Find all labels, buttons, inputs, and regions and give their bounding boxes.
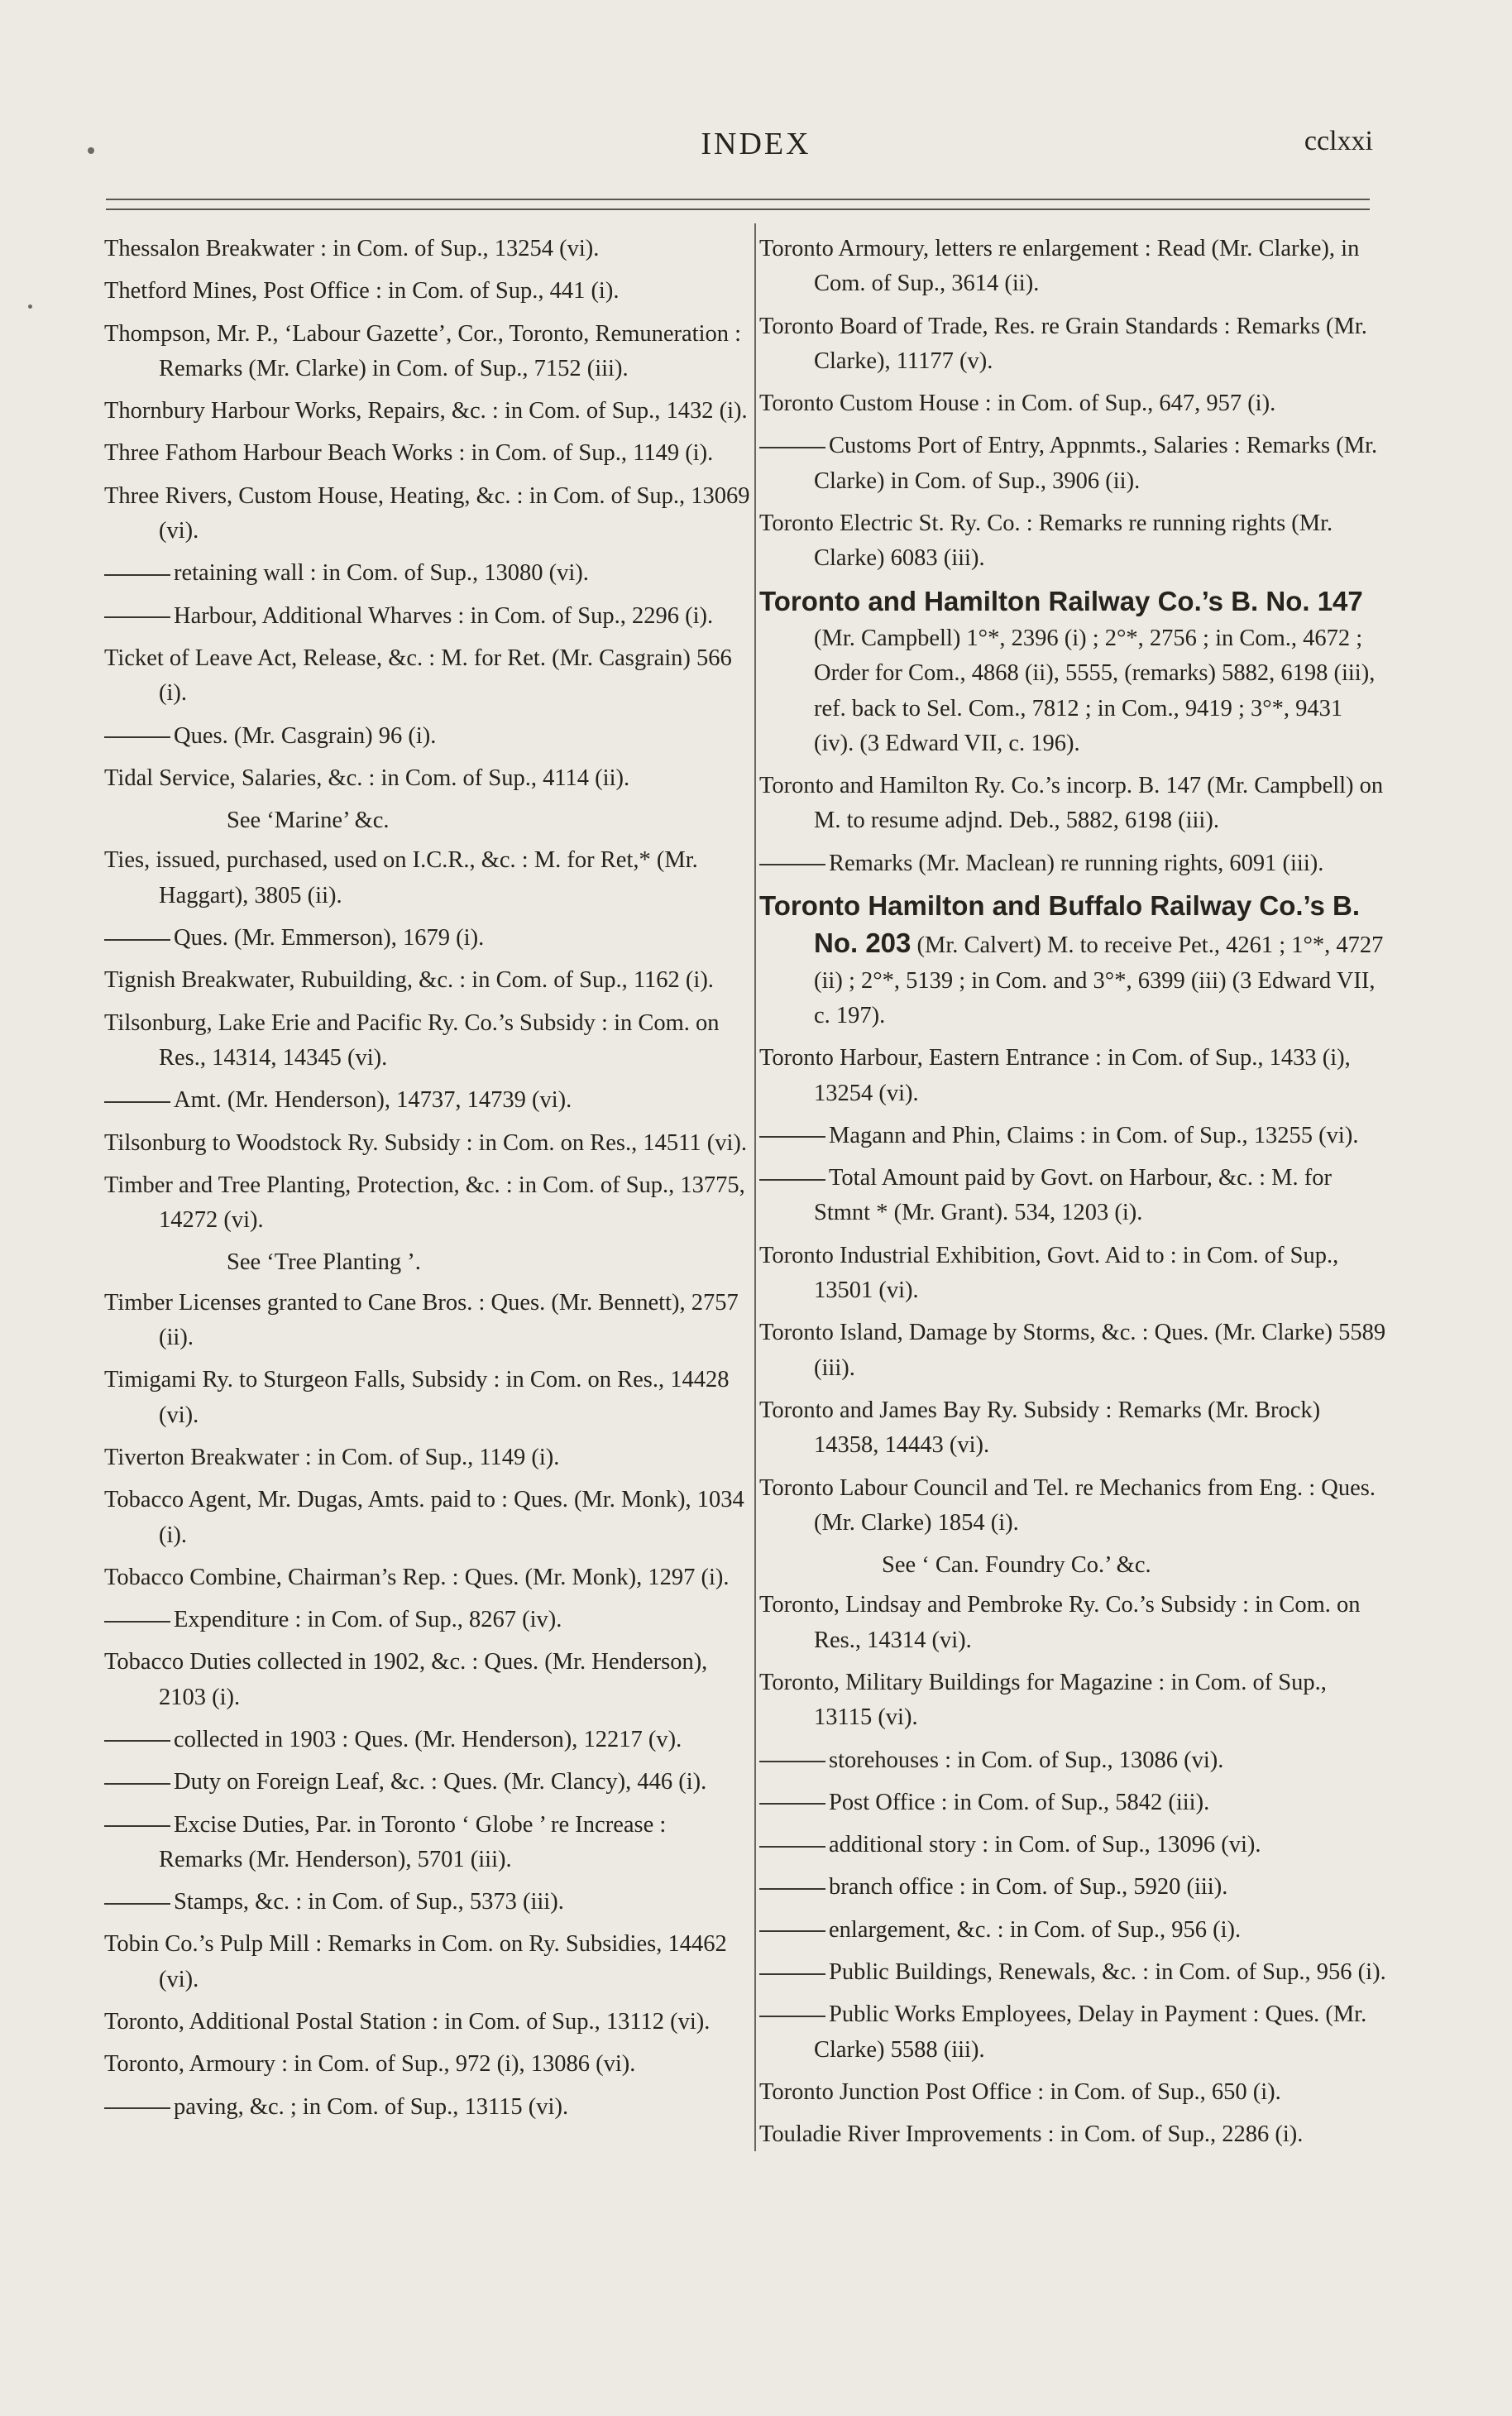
index-subentry [104, 1603, 754, 1637]
ditto-dash [104, 2107, 170, 2109]
index-entry: Tobin Co.’s Pulp Mill : Remarks in Com. on Ry. Subsidies, 14462 (vi). [104, 1931, 727, 1992]
ditto-dash [104, 736, 170, 738]
index-subentry [104, 921, 754, 956]
bill-heading: Toronto Hamilton and Buffalo Railway Co.’s B. No. 203 [759, 890, 1361, 959]
subentry-text: Remarks (Mr. Maclean) re running rights, 6091 (iii). [829, 850, 1324, 876]
ditto-dash [104, 1740, 170, 1742]
index-subentry [759, 1743, 1388, 1778]
subentry-text: branch office : in Com. of Sup., 5920 (iii). [829, 1874, 1228, 1901]
subentry-text: Magann and Phin, Claims : in Com. of Sup., 13255 (vi). [829, 1122, 1359, 1148]
header-rule-top [106, 199, 1370, 200]
bill-entry [759, 889, 1388, 1033]
index-entry: Toronto Junction Post Office : in Com. of Sup., 650 (i). [759, 2078, 1281, 2105]
index-column-right [759, 232, 1388, 2160]
index-entry: Tobacco Agent, Mr. Dugas, Amts. paid to : Ques. (Mr. Monk), 1034 (i). [104, 1487, 744, 1548]
index-subentry [759, 1955, 1388, 1990]
ditto-dash [759, 864, 825, 865]
index-subentry [104, 1083, 754, 1118]
index-entry: Toronto Industrial Exhibition, Govt. Aid to : in Com. of Sup., 13501 (vi). [759, 1242, 1339, 1304]
index-subentry [759, 1161, 1388, 1231]
index-entry: Thessalon Breakwater : in Com. of Sup., 13254 (vi). [104, 236, 600, 261]
index-entry: Toronto Custom House : in Com. of Sup., 647, 957 (i). [759, 391, 1276, 417]
ditto-dash [759, 1136, 825, 1138]
index-entry: Toronto, Additional Postal Station : in Com. of Sup., 13112 (vi). [104, 2009, 711, 2035]
ditto-dash [759, 1888, 825, 1890]
index-entry: Toronto Board of Trade, Res. re Grain Standards : Remarks (Mr. Clarke), 11177 (v). [759, 313, 1367, 374]
subentry-text: Ques. (Mr. Emmerson), 1679 (i). [174, 925, 485, 952]
index-entry: Tiverton Breakwater : in Com. of Sup., 1149 (i). [104, 1444, 560, 1470]
bill-details: (Mr. Calvert) M. to receive Pet., 4261 ; 1°*, 4727 (ii) ; 2°*, 5139 ; in Com. and 3°*, 6399 (iii) (3 Edward VII, c. 197). [814, 932, 1384, 1028]
index-column-left [104, 232, 754, 2132]
index-entry: Three Rivers, Custom House, Heating, &c. : in Com. of Sup., 13069 (vi). [104, 482, 750, 544]
index-entry: Ticket of Leave Act, Release, &c. : M. for Ret. (Mr. Casgrain) 566 (i). [104, 645, 732, 707]
ditto-dash [759, 1179, 825, 1181]
ditto-dash [104, 1903, 170, 1905]
ditto-dash [759, 2016, 825, 2017]
index-subentry [104, 719, 754, 754]
index-entry: Three Fathom Harbour Beach Works : in Com. of Sup., 1149 (i). [104, 440, 714, 467]
bill-details: (Mr. Campbell) 1°*, 2396 (i) ; 2°*, 2756 ; in Com., 4672 ; Order for Com., 4868 (ii), 5555, (remarks) 5882, 6198 (iii), ref. back to Sel. Com., 7812 ; in Com., 9419 ; 3°*, 9431 (iv). (3 Edward VII, c. 196). [814, 625, 1376, 756]
ditto-dash [104, 1101, 170, 1103]
index-entry: Tidal Service, Salaries, &c. : in Com. of Sup., 4114 (ii). [104, 765, 630, 791]
index-subentry [104, 1885, 754, 1920]
ditto-dash [759, 1846, 825, 1848]
index-entry: Thetford Mines, Post Office : in Com. of Sup., 441 (i). [104, 278, 620, 304]
index-subentry [759, 1997, 1388, 2068]
index-subentry [104, 556, 754, 591]
index-subentry [759, 1786, 1388, 1820]
ditto-dash [104, 939, 170, 941]
ditto-dash [104, 1621, 170, 1623]
subentry-text: Amt. (Mr. Henderson), 14737, 14739 (vi). [174, 1087, 572, 1114]
index-entry: Toronto and James Bay Ry. Subsidy : Remarks (Mr. Brock) 14358, 14443 (vi). [759, 1397, 1321, 1459]
index-entry: Thompson, Mr. P., ‘Labour Gazette’, Cor., Toronto, Remuneration : Remarks (Mr. Clarke) in Com. of Sup., 7152 (iii). [104, 320, 742, 381]
ditto-dash [759, 1973, 825, 1975]
index-entry: Timigami Ry. to Sturgeon Falls, Subsidy : in Com. on Res., 14428 (vi). [104, 1367, 730, 1428]
index-entry: Tobacco Combine, Chairman’s Rep. : Ques. (Mr. Monk), 1297 (i). [104, 1564, 730, 1590]
subentry-text: Public Works Employees, Delay in Payment : Ques. (Mr. Clarke) 5588 (iii). [814, 2001, 1367, 2063]
subentry-text: Total Amount paid by Govt. on Harbour, &c. : M. for Stmnt * (Mr. Grant). 534, 1203 (i). [814, 1165, 1332, 1226]
index-entry: Toronto and Hamilton Ry. Co.’s incorp. B. 147 (Mr. Campbell) on M. to resume adjnd. Deb., 5882, 6198 (iii). [759, 773, 1384, 834]
index-entry: Thornbury Harbour Works, Repairs, &c. : in Com. of Sup., 1432 (i). [104, 398, 748, 424]
header-rule-bottom [106, 209, 1370, 210]
index-subentry [104, 599, 754, 634]
subentry-text: Harbour, Additional Wharves : in Com. of Sup., 2296 (i). [174, 602, 714, 629]
subentry-text: Excise Duties, Par. in Toronto ‘ Globe ’ re Increase : Remarks (Mr. Henderson), 5701 (iii). [159, 1811, 667, 1872]
subentry-text: storehouses : in Com. of Sup., 13086 (vi). [829, 1747, 1224, 1773]
index-entry: Tobacco Duties collected in 1902, &c. : Ques. (Mr. Henderson), 2103 (i). [104, 1649, 708, 1710]
index-entry: Toronto, Military Buildings for Magazine : in Com. of Sup., 13115 (vi). [759, 1669, 1327, 1731]
index-entry: Toronto Island, Damage by Storms, &c. : Ques. (Mr. Clarke) 5589 (iii). [759, 1320, 1386, 1381]
subentry-text: Ques. (Mr. Casgrain) 96 (i). [174, 722, 437, 749]
ditto-dash [759, 1803, 825, 1805]
ditto-dash [759, 447, 825, 448]
ditto-dash [104, 574, 170, 576]
index-entry: Tilsonburg, Lake Erie and Pacific Ry. Co.’s Subsidy : in Com. on Res., 14314, 14345 (vi). [104, 1009, 720, 1071]
index-entry: Toronto Armoury, letters re enlargement : Read (Mr. Clarke), in Com. of Sup., 3614 (ii). [759, 236, 1360, 297]
ditto-dash [104, 1825, 170, 1827]
ditto-dash [104, 1783, 170, 1785]
page-number: cclxxi [1304, 126, 1373, 156]
column-divider [754, 223, 756, 2151]
ditto-dash [759, 1761, 825, 1762]
index-subentry [104, 1723, 754, 1757]
index-entry: Toronto, Lindsay and Pembroke Ry. Co.’s Subsidy : in Com. on Res., 14314 (vi). [759, 1592, 1361, 1653]
see-also-reference: See ‘ Can. Foundry Co.’ &c. [882, 1552, 1151, 1579]
see-also-reference: See ‘Tree Planting ’. [227, 1249, 421, 1276]
page-title: INDEX [701, 127, 811, 161]
index-entry: Timber Licenses granted to Cane Bros. : Ques. (Mr. Bennett), 2757 (ii). [104, 1289, 739, 1351]
index-entry: Tilsonburg to Woodstock Ry. Subsidy : in Com. on Res., 14511 (vi). [104, 1129, 747, 1156]
ditto-dash [759, 1930, 825, 1932]
index-entry: Toronto Electric St. Ry. Co. : Remarks re running rights (Mr. Clarke) 6083 (iii). [759, 511, 1333, 572]
paper-speck [88, 147, 94, 154]
index-subentry [759, 1828, 1388, 1862]
index-subentry [759, 846, 1388, 881]
index-entry: Toronto, Armoury : in Com. of Sup., 972 (i), 13086 (vi). [104, 2051, 636, 2078]
index-entry: Ties, issued, purchased, used on I.C.R., &c. : M. for Ret,* (Mr. Haggart), 3805 (ii). [104, 847, 698, 908]
index-entry: Toronto Harbour, Eastern Entrance : in Com. of Sup., 1433 (i), 13254 (vi). [759, 1045, 1351, 1106]
index-subentry [104, 1765, 754, 1800]
index-entry: Touladie River Improvements : in Com. of Sup., 2286 (i). [759, 2121, 1304, 2148]
subentry-text: retaining wall : in Com. of Sup., 13080 (vi). [174, 560, 589, 587]
subentry-text: additional story : in Com. of Sup., 13096 (vi). [829, 1832, 1261, 1858]
subentry-text: paving, &c. ; in Com. of Sup., 13115 (vi). [174, 2093, 569, 2120]
see-also-reference: See ‘Marine’ &c. [227, 808, 390, 834]
subentry-text: Public Buildings, Renewals, &c. : in Com. of Sup., 956 (i). [829, 1959, 1386, 1986]
bill-entry [759, 584, 1388, 761]
ditto-dash [104, 616, 170, 618]
bill-heading: Toronto and Hamilton Railway Co.’s B. No. 147 [759, 585, 1363, 616]
index-subentry [759, 1870, 1388, 1905]
index-entry: Timber and Tree Planting, Protection, &c. : in Com. of Sup., 13775, 14272 (vi). [104, 1172, 745, 1234]
subentry-text: Customs Port of Entry, Appnmts., Salaries : Remarks (Mr. Clarke) in Com. of Sup., 3906 (ii). [814, 433, 1378, 494]
index-subentry [759, 1913, 1388, 1948]
subentry-text: Stamps, &c. : in Com. of Sup., 5373 (iii). [174, 1889, 564, 1915]
index-subentry [759, 429, 1388, 499]
subentry-text: Post Office : in Com. of Sup., 5842 (iii). [829, 1789, 1210, 1815]
index-entry: Toronto Labour Council and Tel. re Mechanics from Eng. : Ques. (Mr. Clarke) 1854 (i). [759, 1474, 1376, 1536]
index-subentry [759, 1119, 1388, 1153]
subentry-text: enlargement, &c. : in Com. of Sup., 956 (i). [829, 1916, 1242, 1943]
paper-speck [28, 304, 32, 309]
subentry-text: collected in 1903 : Ques. (Mr. Henderson), 12217 (v). [174, 1726, 682, 1752]
index-subentry [104, 2090, 754, 2125]
subentry-text: Duty on Foreign Leaf, &c. : Ques. (Mr. Clancy), 446 (i). [174, 1769, 707, 1795]
index-subentry [104, 1808, 754, 1878]
index-entry: Tignish Breakwater, Rubuilding, &c. : in Com. of Sup., 1162 (i). [104, 967, 714, 994]
subentry-text: Expenditure : in Com. of Sup., 8267 (iv). [174, 1607, 562, 1633]
